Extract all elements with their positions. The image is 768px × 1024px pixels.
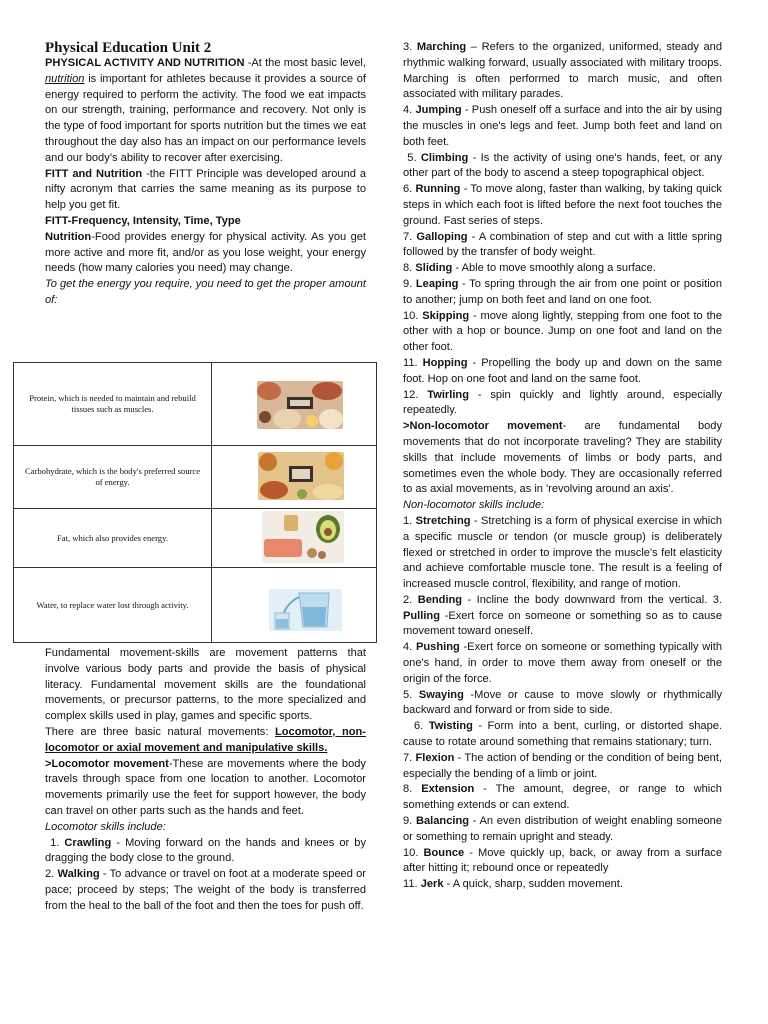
- item-description: -Exert force on someone or something typically with one's hand, in order to move them away from oneself or the origin of the force.: [403, 641, 722, 685]
- text-run: -the FITT Principle was developed around a nifty acronym that carries the same meaning as its purpose to help you get fit.: [45, 167, 366, 212]
- item-number: 10.: [403, 309, 423, 322]
- list-item: [403, 261, 722, 277]
- item-number: 4.: [403, 641, 416, 654]
- nutrition-link-text: nutrition: [45, 72, 85, 85]
- table-row: [14, 363, 377, 446]
- locomotor-intro: Locomotor skills include:: [45, 820, 166, 833]
- nutrition-energy-paragraph: [45, 230, 366, 277]
- item-name: Marching: [416, 41, 467, 53]
- section-heading-nutrition: Nutrition: [45, 230, 92, 243]
- item-description: - Able to move smoothly along a surface.: [452, 262, 656, 275]
- item-name: Jerk: [420, 878, 444, 891]
- item-description: - Push oneself off a surface and into the air by using the muscles in one's legs and feet. Jump both feet and land on both feet.: [403, 104, 722, 148]
- item-description: - The amount, degree, or range to which something extends or can extend.: [403, 783, 722, 812]
- carbohydrate-foods-image: [258, 452, 344, 500]
- locomotor-paragraph: [45, 757, 366, 820]
- right-column: [403, 40, 722, 893]
- table-cell-text: Water, to replace water lost through activity.: [14, 568, 212, 643]
- item-description: - A quick, sharp, sudden movement.: [443, 878, 623, 891]
- item-number: 9.: [403, 815, 416, 828]
- list-item: [403, 688, 722, 720]
- item-name: Leaping: [415, 277, 459, 290]
- item-name: Bounce: [423, 846, 465, 859]
- list-item: [403, 103, 722, 150]
- text-run: is important for athletes because it provides a source of energy required to perform the activity. The food we eat impacts on our strength, training, performance and recovery. Not only is the type of food important for sports nutrition but the times we eat throughout the day also has an impact on our performance levels and our body’s ability to recover after exercising.: [45, 72, 366, 164]
- item-description: - spin quickly and lightly around, especially repeatedly.: [403, 388, 722, 417]
- nutrition-paragraph: [45, 56, 366, 167]
- page-title: Physical Education Unit 2: [45, 40, 212, 56]
- fundamental-movement-paragraph: Fundamental movement-skills are movement patterns that involve various body parts and provide the basis of physical literacy. Fundamental movement skills are the foundational movements, or precursor patterns, to the more specialized and complex skills used in play, games and specific sports.: [45, 647, 366, 723]
- item-name: Twirling: [427, 388, 469, 401]
- list-item: [403, 309, 722, 356]
- item-name: Stretching: [415, 514, 471, 527]
- item-number: 10.: [403, 846, 424, 859]
- section-heading-locomotor: >Locomotor movement: [45, 757, 169, 770]
- item-description: - To spring through the air from one point or position to another; jump on both feet and land on one foot.: [403, 277, 722, 306]
- list-item: [45, 836, 366, 868]
- non-locomotor-paragraph: [403, 419, 722, 498]
- fitt-list-text: FITT-Frequency, Intensity, Time, Type: [45, 214, 241, 227]
- item-description: - Is the activity of using one's hands, feet, or any other part of the body to ascend a steep topographical object.: [403, 151, 722, 180]
- text-run: There are three basic natural movements:: [45, 725, 275, 738]
- item-name: Skipping: [422, 309, 470, 322]
- section-heading-non-locomotor: >Non-locomotor movement: [403, 420, 563, 433]
- item-number: 7.: [403, 230, 417, 243]
- movement-types-text: Locomotor, non-locomotor or axial movement and manipulative skills.: [45, 725, 366, 754]
- table-cell-text: Protein, which is needed to maintain and rebuild tissues such as muscles.: [14, 363, 212, 446]
- list-item: [403, 151, 722, 183]
- item-number: 6.: [403, 720, 429, 733]
- item-name: Running: [415, 183, 461, 196]
- fitt-paragraph: [45, 167, 366, 214]
- item-description: - move along lightly, stepping from one foot to the other with a hop or bounce. Jump on one foot and land on the other foot.: [403, 309, 722, 354]
- item-number: 11.: [403, 878, 421, 891]
- table-cell-image: [212, 509, 377, 568]
- item-number: 2.: [45, 868, 58, 881]
- item-name: Flexion: [415, 751, 455, 764]
- table-cell-text: Fat, which also provides energy.: [14, 509, 212, 568]
- list-item: [45, 867, 366, 914]
- list-item: [403, 514, 722, 593]
- list-item: [403, 846, 722, 878]
- item-name: Climbing: [420, 151, 469, 164]
- item-description: - To move along, faster than walking, by taking quick steps in which each foot is lifted before the next foot touches the ground. Fast series of steps.: [403, 183, 722, 227]
- item-description: - Propelling the body up and down on the same foot. Hop on one foot and land on the same foot.: [403, 356, 723, 385]
- item-name: Bending: [417, 593, 463, 606]
- item-name: Swaying: [418, 688, 464, 701]
- protein-foods-image: [257, 381, 343, 429]
- item-name: Jumping: [415, 104, 462, 117]
- item-description: -Move or cause to move slowly or rhythmically backward and forward or from side to side.: [403, 688, 722, 717]
- item-name: Balancing: [415, 815, 469, 828]
- item-number: 9.: [403, 277, 416, 290]
- table-cell-text: Carbohydrate, which is the body's preferred source of energy.: [14, 446, 212, 509]
- item-description: - Move quickly up, back, or away from a surface after hitting it; rebound once or repeatedly: [403, 846, 722, 875]
- nutrient-table: [13, 362, 377, 643]
- item-number: 1.: [403, 514, 416, 527]
- list-item: [403, 230, 722, 262]
- table-row: [14, 509, 377, 568]
- item-name: Crawling: [64, 836, 112, 849]
- item-number: 7.: [403, 751, 416, 764]
- item-number: 3.: [403, 41, 417, 53]
- item-number: 3.: [712, 593, 722, 606]
- list-item: [403, 640, 722, 687]
- list-item: [403, 277, 722, 309]
- list-item: [403, 814, 722, 846]
- list-item: [403, 40, 722, 103]
- item-description: - Incline the body downward from the vertical.: [462, 593, 713, 606]
- item-number: 1.: [45, 836, 65, 849]
- list-item: [403, 388, 722, 420]
- left-column: [45, 40, 366, 309]
- table-row: [14, 568, 377, 643]
- list-item: [403, 356, 722, 388]
- list-item: [403, 719, 722, 751]
- item-description: - A combination of step and cut with a little spring followed by the transfer of body weight.: [403, 230, 722, 259]
- text-run: -These are movements where the body travels through space from one location to another. Locomotor movements primarily use the feet for support however, the body can travel on other parts such as the hands and feet.: [45, 757, 366, 817]
- item-description: – Refers to the organized, uniformed, steady and rhythmic walking forward, usually associated with military troops. Marching is often performed to march music, and often associated with military parades.: [403, 41, 723, 101]
- energy-intro: To get the energy you require, you need to get the proper amount of:: [45, 278, 366, 306]
- item-description: -Exert force on someone or something so as to cause movement toward oneself.: [403, 609, 722, 638]
- table-row: [14, 446, 377, 509]
- list-item: [403, 877, 722, 893]
- text-run: - are fundamental body movements that do not incorporate traveling? They are stability skills that include movements of limbs or body parts, and sometimes even the whole body. They are occasionally referred to as axial movements, as in 'revolving around an axis'.: [403, 420, 723, 496]
- three-movements-paragraph: [45, 725, 366, 757]
- item-number: 8.: [403, 262, 416, 275]
- list-item: [403, 593, 722, 640]
- section-heading-physical-activity: PHYSICAL ACTIVITY AND NUTRITION: [45, 57, 245, 69]
- item-name: Sliding: [415, 262, 453, 275]
- table-cell-image: [212, 363, 377, 446]
- item-name: Extension: [421, 783, 475, 796]
- item-number: 11.: [403, 356, 423, 369]
- water-pitcher-image: [269, 589, 342, 631]
- fitt-list: [45, 214, 366, 230]
- left-column-lower: [45, 646, 366, 915]
- list-item: [403, 182, 722, 229]
- list-item: [403, 782, 722, 814]
- fat-foods-image: [262, 511, 344, 563]
- item-name: Pushing: [415, 641, 460, 654]
- item-description: - Form into a bent, curling, or distorted shape. cause to rotate around something that remains stationary; turn.: [403, 720, 723, 749]
- item-name: Galloping: [416, 230, 468, 243]
- item-name: Twisting: [428, 720, 473, 733]
- item-name: Walking: [57, 868, 100, 881]
- item-number: 6.: [403, 183, 416, 196]
- list-item: [403, 751, 722, 783]
- item-number: 12.: [403, 388, 428, 401]
- item-number: 5.: [403, 688, 419, 701]
- item-description: - Stretching is a form of physical exercise in which a specific muscle or tendon (or muscle group) is deliberately flexed or stretched in order to improve the muscle's felt elasticity and achieve comfortable muscle tone. The result is a feeling of increased muscle control, flexibility, and range of motion.: [403, 514, 722, 591]
- table-cell-image: [212, 568, 377, 643]
- item-description: - An even distribution of weight enabling someone or something to remain upright and steady.: [403, 815, 723, 843]
- item-description: - Moving forward on the hands and knees or by dragging the body close to the ground.: [45, 836, 367, 865]
- item-number: 4.: [403, 104, 416, 117]
- item-number: 2.: [403, 593, 418, 606]
- item-description: - The action of bending or the condition of being bent, especially the bending of a limb or joint.: [403, 751, 722, 780]
- item-number: 8.: [403, 783, 422, 796]
- non-locomotor-intro: Non-locomotor skills include:: [403, 499, 545, 512]
- text-run: -Food provides energy for physical activity. As you get more active and more fit, and/or as you lose weight, your energy needs (how many calories you need) may change.: [45, 230, 366, 275]
- item-name: Pulling: [403, 609, 440, 622]
- section-heading-fitt: FITT and Nutrition: [45, 167, 143, 180]
- item-description: - To advance or travel on foot at a moderate speed or pace; proceed by steps; The weight of the body is transferred from the heal to the ball of the foot and then the toes for push off.: [45, 868, 366, 912]
- table-cell-image: [212, 446, 377, 509]
- text-run: -At the most basic level,: [244, 57, 366, 69]
- item-number: 5.: [403, 151, 421, 164]
- item-name: Hopping: [422, 356, 468, 369]
